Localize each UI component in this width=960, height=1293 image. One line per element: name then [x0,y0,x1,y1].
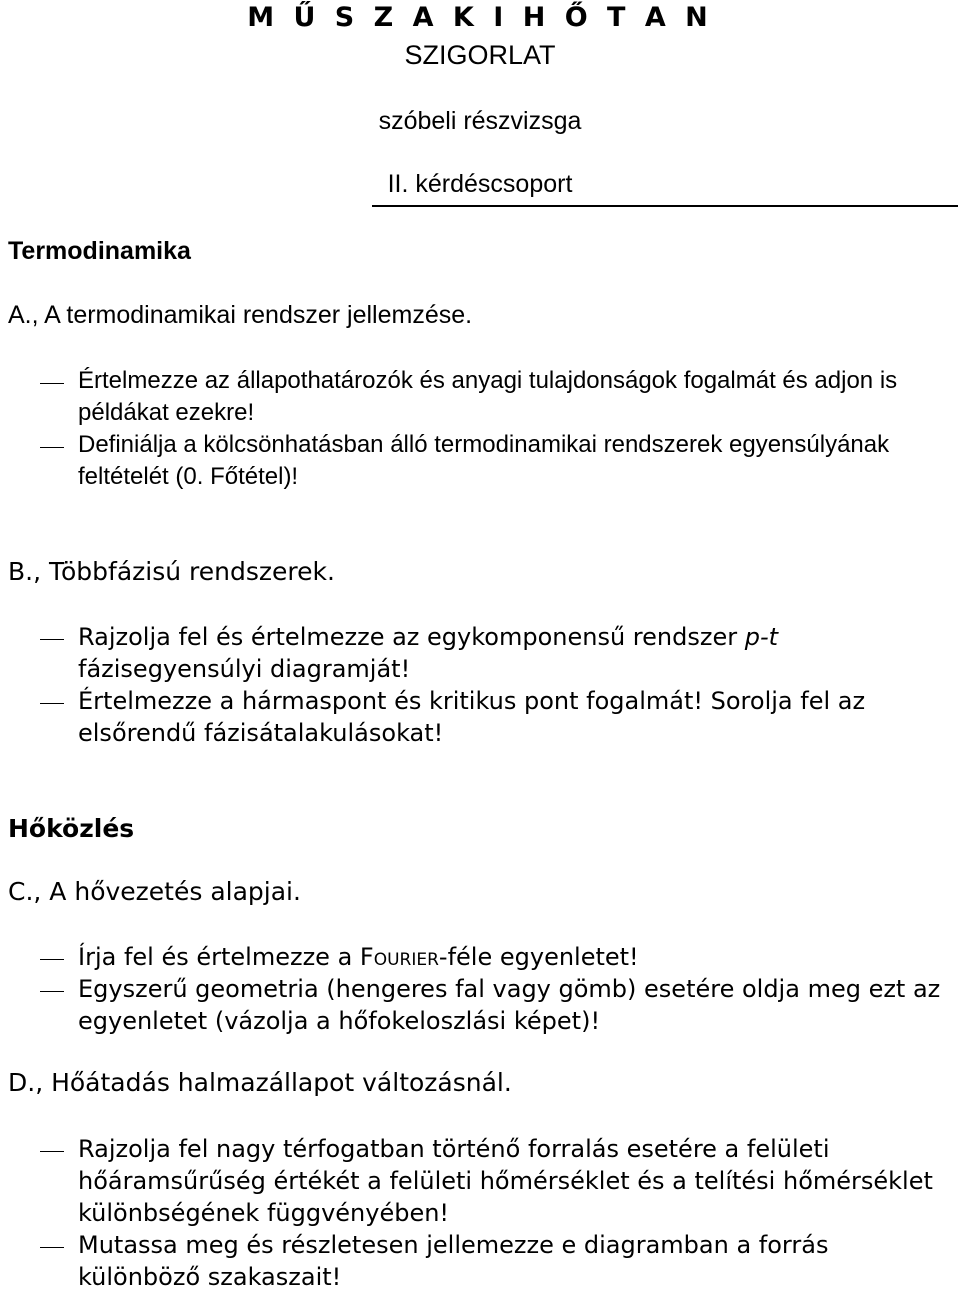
list-item: Rajzolja fel nagy térfogatban történő forralás esetére a felületi hőáramsűrűség értékét a felületi hőmérséklet és a telítési hőmérséklet különbségének függvényében! [78,1135,933,1227]
item-text: -féle egyenletet! [438,943,639,971]
header-divider [372,205,958,207]
topic-title-d: D., Hőátadás halmazállapot változásnál. [8,1068,512,1097]
list-item: Egyszerű geometria (hengeres fal vagy gömb) esetére oldja meg ezt az egyenletet (vázolja a hőfokeloszlási képet)! [78,975,941,1035]
question-group: II. kérdéscsoport [387,170,573,198]
list-item: Értelmezze az állapothatározók és anyagi tulajdonságok fogalmát és adjon is példákat ezekre! [78,367,898,426]
item-text: Rajzolja fel és értelmezze az egykomponensű rendszer [78,623,745,651]
list-item [78,941,958,973]
dash-bullet [40,991,64,992]
list-item [78,621,958,685]
dash-bullet [40,447,64,448]
topic-title-c: C., A hővezetés alapjai. [8,877,301,906]
list-item: Mutassa meg és részletesen jellemezze e diagramban a forrás különböző szakaszait! [78,1231,829,1291]
item-text: fázisegyensúlyi diagramját! [78,655,411,683]
topic-title-b: B., Többfázisú rendszerek. [8,557,335,586]
section-heading-thermodynamics: Termodinamika [8,237,191,265]
topic-title-a: A., A termodinamikai rendszer jellemzése. [8,301,473,329]
dash-bullet [40,639,64,640]
item-small-caps: Fourier [359,943,439,971]
dash-bullet [40,1247,64,1248]
exam-type: szóbeli részvizsga [378,107,582,135]
item-emphasis: p-t [744,623,779,651]
document-title: M Ű S Z A K I H Ő T A N [247,2,713,33]
dash-bullet [40,383,64,384]
dash-bullet [40,959,64,960]
list-item: Értelmezze a hármaspont és kritikus pont fogalmát! Sorolja fel az elsőrendű fázisátalakulásokat! [78,687,866,747]
section-heading-heat-transfer: Hőközlés [8,814,135,843]
document-subtitle: SZIGORLAT [404,40,556,70]
dash-bullet [40,1151,64,1152]
item-text: Írja fel és értelmezze a [78,943,360,971]
dash-bullet [40,703,64,704]
list-item: Definiálja a kölcsönhatásban álló termodinamikai rendszerek egyensúlyának feltételét (0. Főtétel)! [78,431,890,490]
